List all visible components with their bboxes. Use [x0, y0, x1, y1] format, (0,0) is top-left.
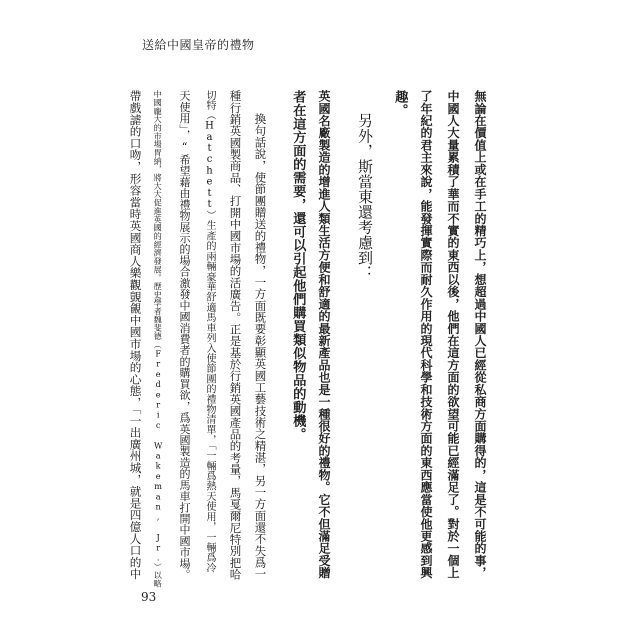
- quote2-line-2: 者在這方面的需要，還可以引起他們購買類似物品的動機。: [290, 90, 306, 441]
- body-line-5: 中國龐大的市場胃納，將大大促進英國的經濟發展。歷史學者魏斐德（Frederic Wakeman, Jr.）以略: [153, 90, 164, 588]
- quote1-line-3: 了年紀的君主來說，能發揮實際而耐久作用的現代科學和技術方面的東西應當使他更感到興: [419, 90, 434, 579]
- body-line-1: 換句話說，使節團贈送的禮物，一方面既要彰顯英國工藝技術之精湛，另一方面還不失爲一: [253, 113, 268, 580]
- body-line-6: 帶戲謔的口吻，形容當時英國商人樂觀覬覦中國市場的心態，「一出廣州城，就是四億人口的中: [128, 90, 143, 580]
- transition-line: 另外，斯當東還考慮到：: [356, 113, 374, 281]
- quote1-line-2: 中國人大量累積了華而不實的東西以後，他們在這方面的欲望可能已經滿足了。對於一個上: [446, 90, 461, 579]
- quote1-line-4: 趣。: [392, 90, 408, 117]
- page-number: 93: [141, 590, 157, 604]
- body-line-4: 天使用」，“希望藉由禮物展示的場合激發中國消費者的購買欲，爲英國製造的馬車打開中國市場。: [178, 90, 192, 581]
- quote2-line-1: 英國名廠製造的增進人類生活方便和舒適的最新產品也是一種很好的禮物。它不但滿足受贈: [317, 90, 332, 579]
- body-line-2: 種行銷英國製商品、打開中國市場的活廣告。正是基於行銷英國產品的考量，馬戛爾尼特別把哈: [228, 90, 243, 581]
- running-head: 送給中國皇帝的禮物: [142, 38, 255, 52]
- quote1-line-1: 無論在價值上或在手工的精巧上，想超過中國人已經從私商方面購得的，這是不可能的事，: [473, 90, 488, 579]
- body-line-3: 切特（Hatchett）生產的兩輛豪華舒適馬車列入使節團的禮物清單，「一輛爲熱天使用，一輛爲冷: [204, 90, 216, 573]
